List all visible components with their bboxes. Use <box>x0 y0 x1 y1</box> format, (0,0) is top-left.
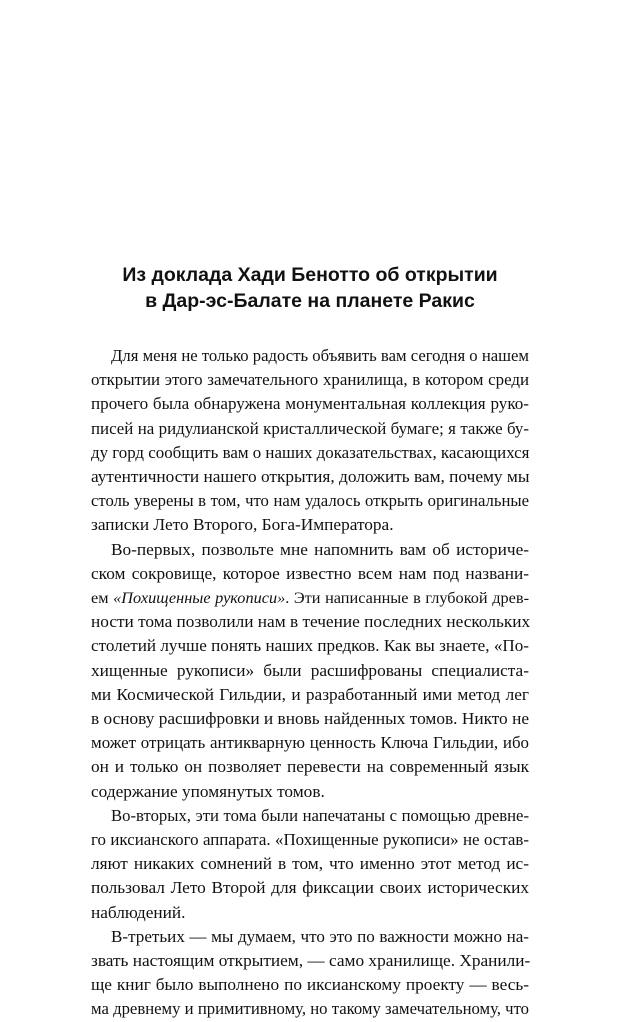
text-line: столь уверены в том, что нам удалось открыть оригинальные <box>91 491 529 511</box>
text-line: ляют никаких сомнений в том, что именно этот метод ис- <box>91 854 529 874</box>
text-line: наблюдений. <box>91 902 186 922</box>
text-line: писей на ридулианской кристаллической бумаге; я также бу- <box>91 418 529 438</box>
text-line: открытии этого замечательного хранилища, в котором среди <box>91 370 529 390</box>
page <box>91 262 529 1022</box>
paragraph-3 <box>91 804 529 925</box>
title-line-2: в Дар-эс-Балате на планете Ракис <box>145 290 475 312</box>
text-line: может отрицать антикварную ценность Ключа Гильдии, ибо <box>91 733 529 753</box>
body-text <box>91 344 529 1022</box>
text-line: В-третьих — мы думаем, что это по важности можно на- <box>111 926 529 946</box>
italic-book-title: «Похищенные рукописи» <box>113 588 286 608</box>
text-line: он и только он позволяет перевести на современный язык <box>91 757 529 777</box>
text-line: ми Космической Гильдии, и разработанный ими метод лег <box>91 684 529 704</box>
text-line: пользовал Лето Второй для фиксации своих исторических <box>91 878 529 898</box>
text-line: столетий лучше понять наших предков. Как вы знаете, «По- <box>91 636 529 656</box>
text-line-with-italic <box>91 586 529 610</box>
text-line: ще книг было выполнено по иксианскому проекту — весь- <box>91 975 529 995</box>
text-line: содержание упомянутых томов. <box>91 781 325 801</box>
chapter-title <box>91 262 529 314</box>
text-line: Для меня не только радость объявить вам сегодня о нашем <box>111 346 529 365</box>
text-line: Во-первых, позвольте мне напомнить вам об историче- <box>111 539 529 559</box>
text-line: ма древнему и примитивному, но такому замечательному, что <box>91 999 529 1019</box>
paragraph-4 <box>91 925 529 1022</box>
text-line: ском сокровище, которое известно всем нам под названи- <box>91 563 529 583</box>
text-line: прочего была обнаружена монументальная коллекция руко- <box>91 394 529 414</box>
text-line: Во-вторых, эти тома были напечатаны с помощью древне- <box>111 805 529 825</box>
text-fragment: . Эти написанные в глубокой древ- <box>285 588 529 608</box>
text-fragment: ем <box>91 588 114 608</box>
paragraph-1 <box>91 344 529 538</box>
text-line: хищенные рукописи» были расшифрованы специалиста- <box>91 660 529 680</box>
title-line-1: Из доклада Хади Бенотто об открытии <box>122 264 498 286</box>
text-line: аутентичности нашего открытия, доложить вам, почему мы <box>91 467 530 487</box>
text-line: звать настоящим открытием, — само хранилище. Хранили- <box>91 951 531 971</box>
text-line: ности тома позволили нам в течение последних нескольких <box>91 612 531 632</box>
text-line: в основу расшифровки и вновь найденных томов. Никто не <box>91 709 529 729</box>
text-line: го иксианского аппарата. «Похищенные рукописи» не остав- <box>91 830 529 850</box>
text-line: записки Лето Второго, Бога-Императора. <box>91 515 394 535</box>
text-line: ду горд сообщить вам о наших доказательствах, касающихся <box>91 442 530 462</box>
paragraph-2 <box>91 538 529 804</box>
